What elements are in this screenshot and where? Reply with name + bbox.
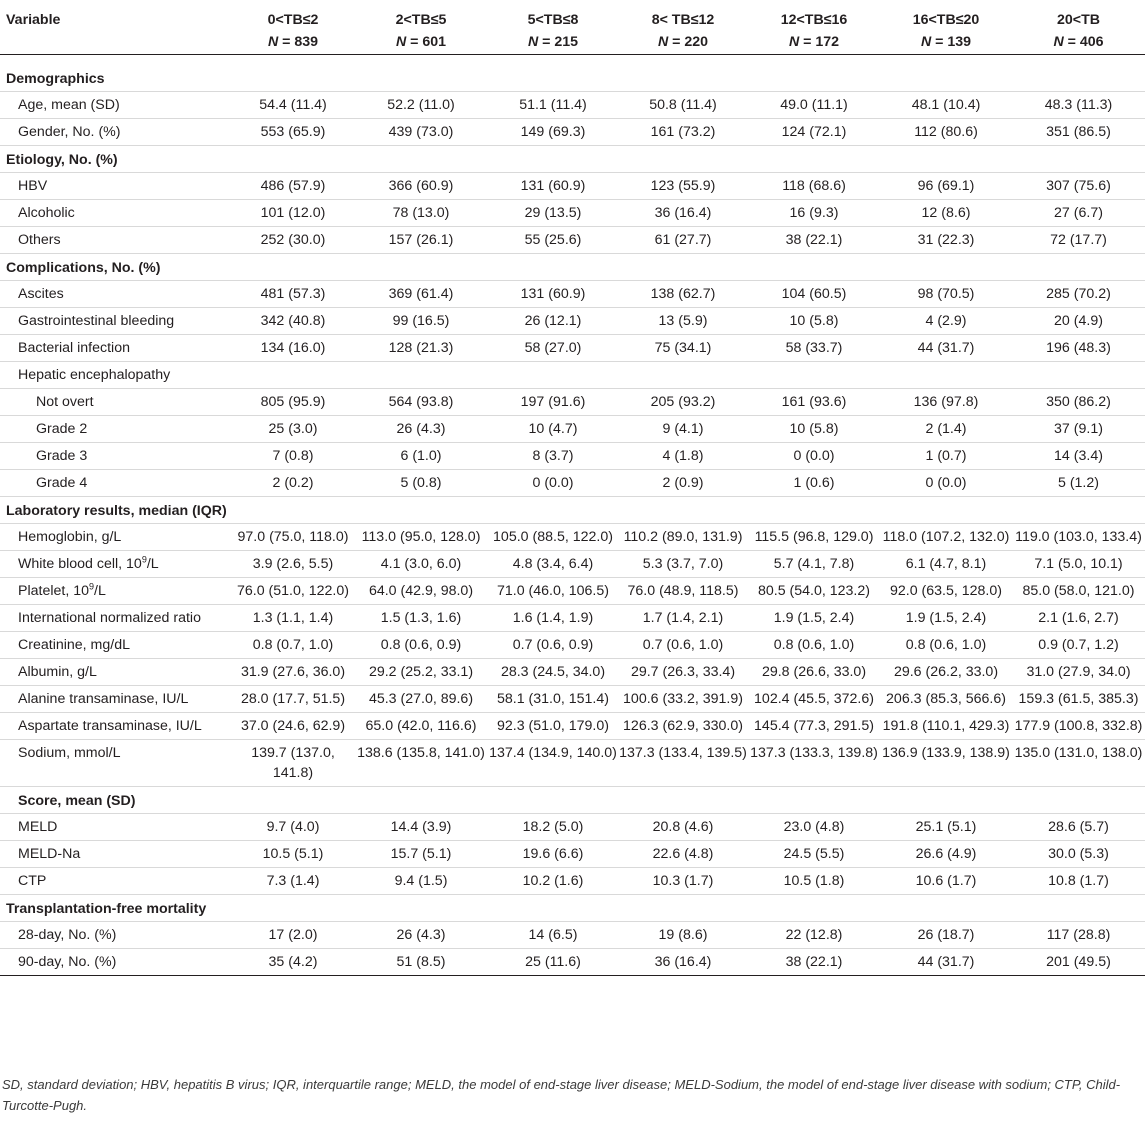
table-cell: 205 (93.2) — [618, 389, 748, 416]
table-cell: 22.6 (4.8) — [618, 841, 748, 868]
column-n: N = 406 — [1012, 32, 1145, 55]
column-n: N = 172 — [748, 32, 880, 55]
table-row — [0, 922, 1145, 949]
row-label: Creatinine, mg/dL — [0, 632, 232, 659]
column-header: 16<TB≤20 — [912, 12, 980, 28]
table-row — [0, 416, 1145, 443]
table-cell: 37.0 (24.6, 62.9) — [232, 713, 354, 740]
section-row — [0, 146, 1145, 173]
table-row — [0, 281, 1145, 308]
row-label: Gender, No. (%) — [0, 119, 232, 146]
row-label: Age, mean (SD) — [0, 92, 232, 119]
table-cell: 123 (55.9) — [618, 173, 748, 200]
column-header: 20<TB — [1057, 12, 1100, 28]
table-row — [0, 949, 1145, 976]
table-cell: 9.4 (1.5) — [354, 868, 488, 895]
table-cell: 138 (62.7) — [618, 281, 748, 308]
column-header: 2<TB≤5 — [395, 12, 447, 28]
table-cell: 101 (12.0) — [232, 200, 354, 227]
table-cell: 58 (33.7) — [748, 335, 880, 362]
table-cell: 27 (6.7) — [1012, 200, 1145, 227]
table-cell: 10.6 (1.7) — [880, 868, 1012, 895]
table-row — [0, 814, 1145, 841]
column-header: 0<TB≤2 — [267, 12, 319, 28]
table-cell: 1 (0.7) — [880, 443, 1012, 470]
row-label: Not overt — [0, 389, 232, 416]
column-header: 12<TB≤16 — [780, 12, 848, 28]
section-heading: Demographics — [0, 55, 1145, 92]
table-cell: 28.3 (24.5, 34.0) — [488, 659, 618, 686]
table-cell: 136 (97.8) — [880, 389, 1012, 416]
table-cell: 1.5 (1.3, 1.6) — [354, 605, 488, 632]
table-row — [0, 868, 1145, 895]
table-cell: 197 (91.6) — [488, 389, 618, 416]
table-cell: 72 (17.7) — [1012, 227, 1145, 254]
n-symbol: N — [527, 34, 539, 50]
table-cell: 10.3 (1.7) — [618, 868, 748, 895]
table-cell: 126.3 (62.9, 330.0) — [618, 713, 748, 740]
header-row — [0, 0, 1145, 32]
table-cell: 6 (1.0) — [354, 443, 488, 470]
row-label: International normalized ratio — [0, 605, 232, 632]
table-cell: 285 (70.2) — [1012, 281, 1145, 308]
table-cell — [488, 362, 618, 389]
table-cell: 307 (75.6) — [1012, 173, 1145, 200]
table-cell: 22 (12.8) — [748, 922, 880, 949]
table-cell: 342 (40.8) — [232, 308, 354, 335]
table-cell: 0.9 (0.7, 1.2) — [1012, 632, 1145, 659]
table-cell: 44 (31.7) — [880, 335, 1012, 362]
table-cell: 14 (6.5) — [488, 922, 618, 949]
row-label: White blood cell, $10^9/L$ — [0, 551, 232, 578]
n-symbol: N — [920, 34, 932, 50]
table-cell: 98 (70.5) — [880, 281, 1012, 308]
table-cell — [880, 362, 1012, 389]
row-label: CTP — [0, 868, 232, 895]
table-cell: 14.4 (3.9) — [354, 814, 488, 841]
column-header: 5<TB≤8 — [527, 12, 579, 28]
table-cell: 119.0 (103.0, 133.4) — [1012, 524, 1145, 551]
table-cell — [748, 362, 880, 389]
table-row — [0, 119, 1145, 146]
table-cell: 38 (22.1) — [748, 227, 880, 254]
row-label: 28-day, No. (%) — [0, 922, 232, 949]
table-cell: 6.1 (4.7, 8.1) — [880, 551, 1012, 578]
table-cell: 252 (30.0) — [232, 227, 354, 254]
table-cell: 105.0 (88.5, 122.0) — [488, 524, 618, 551]
section-heading: Complications, No. (%) — [0, 254, 1145, 281]
table-row — [0, 362, 1145, 389]
table-cell: 24.5 (5.5) — [748, 841, 880, 868]
table-cell: 5 (0.8) — [354, 470, 488, 497]
table-cell: 1.9 (1.5, 2.4) — [880, 605, 1012, 632]
table-cell: 0 (0.0) — [748, 443, 880, 470]
table-cell: 35 (4.2) — [232, 949, 354, 976]
table-cell: 36 (16.4) — [618, 949, 748, 976]
table-cell: 10 (5.8) — [748, 308, 880, 335]
table-row — [0, 92, 1145, 119]
table-cell: 369 (61.4) — [354, 281, 488, 308]
table-cell — [1012, 362, 1145, 389]
row-label: Grade 4 — [0, 470, 232, 497]
section-row — [0, 254, 1145, 281]
table-cell: 28.6 (5.7) — [1012, 814, 1145, 841]
section-heading: Laboratory results, median (IQR) — [0, 497, 1145, 524]
table-cell: 366 (60.9) — [354, 173, 488, 200]
column-n: N = 215 — [488, 32, 618, 55]
row-label: MELD-Na — [0, 841, 232, 868]
column-n: N = 839 — [232, 32, 354, 55]
table-cell: 161 (73.2) — [618, 119, 748, 146]
table-cell: 112 (80.6) — [880, 119, 1012, 146]
table-cell: 10 (5.8) — [748, 416, 880, 443]
table-cell: 65.0 (42.0, 116.6) — [354, 713, 488, 740]
table-row — [0, 470, 1145, 497]
table-cell: 196 (48.3) — [1012, 335, 1145, 362]
table-cell: 50.8 (11.4) — [618, 92, 748, 119]
table-cell: 36 (16.4) — [618, 200, 748, 227]
table-cell — [618, 362, 748, 389]
table-cell: 0.8 (0.7, 1.0) — [232, 632, 354, 659]
table-cell: 206.3 (85.3, 566.6) — [880, 686, 1012, 713]
table-cell: 25 (3.0) — [232, 416, 354, 443]
table-row — [0, 659, 1145, 686]
table-cell: 97.0 (75.0, 118.0) — [232, 524, 354, 551]
table-cell: 48.1 (10.4) — [880, 92, 1012, 119]
table-cell: 55 (25.6) — [488, 227, 618, 254]
table-cell: 17 (2.0) — [232, 922, 354, 949]
table-cell: 76.0 (51.0, 122.0) — [232, 578, 354, 605]
table-cell: 115.5 (96.8, 129.0) — [748, 524, 880, 551]
table-cell — [232, 362, 354, 389]
row-label: Grade 2 — [0, 416, 232, 443]
table-cell: 18.2 (5.0) — [488, 814, 618, 841]
table-cell: 52.2 (11.0) — [354, 92, 488, 119]
table-row — [0, 335, 1145, 362]
table-cell: 19.6 (6.6) — [488, 841, 618, 868]
table-cell: 201 (49.5) — [1012, 949, 1145, 976]
table-cell: 5 (1.2) — [1012, 470, 1145, 497]
table-row — [0, 173, 1145, 200]
table-cell: 481 (57.3) — [232, 281, 354, 308]
row-label: HBV — [0, 173, 232, 200]
table-cell: 38 (22.1) — [748, 949, 880, 976]
row-label: Albumin, g/L — [0, 659, 232, 686]
section-heading: Etiology, No. (%) — [0, 146, 1145, 173]
table-cell: 2 (0.9) — [618, 470, 748, 497]
table-cell: 10.5 (1.8) — [748, 868, 880, 895]
table-cell: 25.1 (5.1) — [880, 814, 1012, 841]
table-cell: 1 (0.6) — [748, 470, 880, 497]
table-cell: 177.9 (100.8, 332.8) — [1012, 713, 1145, 740]
table-cell: 23.0 (4.8) — [748, 814, 880, 841]
section-row — [0, 55, 1145, 92]
table-cell: 92.3 (51.0, 179.0) — [488, 713, 618, 740]
table-cell: 29.2 (25.2, 33.1) — [354, 659, 488, 686]
table-cell: 26 (4.3) — [354, 416, 488, 443]
row-label: Bacterial infection — [0, 335, 232, 362]
table-cell: 30.0 (5.3) — [1012, 841, 1145, 868]
table-cell: 3.9 (2.6, 5.5) — [232, 551, 354, 578]
table-cell: 25 (11.6) — [488, 949, 618, 976]
table-cell: 8 (3.7) — [488, 443, 618, 470]
n-symbol: N — [395, 34, 407, 50]
table-cell: 9 (4.1) — [618, 416, 748, 443]
table-cell: 564 (93.8) — [354, 389, 488, 416]
table-row — [0, 578, 1145, 605]
table-row — [0, 740, 1145, 787]
table-cell: 4.1 (3.0, 6.0) — [354, 551, 488, 578]
table-cell: 102.4 (45.5, 372.6) — [748, 686, 880, 713]
table-cell: 145.4 (77.3, 291.5) — [748, 713, 880, 740]
table-cell: 0.8 (0.6, 1.0) — [748, 632, 880, 659]
table-row — [0, 227, 1145, 254]
table-cell: 10 (4.7) — [488, 416, 618, 443]
table-cell: 1.3 (1.1, 1.4) — [232, 605, 354, 632]
column-n: N = 220 — [618, 32, 748, 55]
table-cell: 439 (73.0) — [354, 119, 488, 146]
table-cell: 7.1 (5.0, 10.1) — [1012, 551, 1145, 578]
table-cell: 1.7 (1.4, 2.1) — [618, 605, 748, 632]
table-cell: 113.0 (95.0, 128.0) — [354, 524, 488, 551]
section-row — [0, 895, 1145, 922]
n-symbol: N — [788, 34, 800, 50]
table-cell: 64.0 (42.9, 98.0) — [354, 578, 488, 605]
table-cell: 13 (5.9) — [618, 308, 748, 335]
table-cell: 131 (60.9) — [488, 173, 618, 200]
table-cell: 54.4 (11.4) — [232, 92, 354, 119]
table-cell: 58 (27.0) — [488, 335, 618, 362]
row-label: Hepatic encephalopathy — [0, 362, 232, 389]
row-label: Sodium, mmol/L — [0, 740, 232, 787]
table-cell: 48.3 (11.3) — [1012, 92, 1145, 119]
table-cell: 131 (60.9) — [488, 281, 618, 308]
row-label: Hemoglobin, g/L — [0, 524, 232, 551]
table-cell: 159.3 (61.5, 385.3) — [1012, 686, 1145, 713]
row-label: Alcoholic — [0, 200, 232, 227]
table-cell: 1.6 (1.4, 1.9) — [488, 605, 618, 632]
table-cell: 45.3 (27.0, 89.6) — [354, 686, 488, 713]
table-cell: 1.9 (1.5, 2.4) — [748, 605, 880, 632]
table-cell: 118.0 (107.2, 132.0) — [880, 524, 1012, 551]
n-symbol: N — [657, 34, 669, 50]
table-cell: 137.4 (134.9, 140.0) — [488, 740, 618, 787]
table-row — [0, 443, 1145, 470]
section-heading: Score, mean (SD) — [0, 787, 1145, 814]
table-cell: 28.0 (17.7, 51.5) — [232, 686, 354, 713]
table-cell: 49.0 (11.1) — [748, 92, 880, 119]
table-cell: 20 (4.9) — [1012, 308, 1145, 335]
table-cell: 139.7 (137.0, 141.8) — [232, 740, 354, 787]
table-cell: 0 (0.0) — [880, 470, 1012, 497]
table-cell: 99 (16.5) — [354, 308, 488, 335]
row-label: Gastrointestinal bleeding — [0, 308, 232, 335]
table-cell: 2 (0.2) — [232, 470, 354, 497]
table-cell: 0.8 (0.6, 0.9) — [354, 632, 488, 659]
table-cell: 2.1 (1.6, 2.7) — [1012, 605, 1145, 632]
table-cell: 136.9 (133.9, 138.9) — [880, 740, 1012, 787]
table-row — [0, 551, 1145, 578]
table-cell: 76.0 (48.9, 118.5) — [618, 578, 748, 605]
table-cell: 31 (22.3) — [880, 227, 1012, 254]
table-cell: 0.8 (0.6, 1.0) — [880, 632, 1012, 659]
table-cell: 29 (13.5) — [488, 200, 618, 227]
variable-header: Variable — [6, 12, 61, 28]
table-cell: 0 (0.0) — [488, 470, 618, 497]
table-row — [0, 605, 1145, 632]
table-cell: 96 (69.1) — [880, 173, 1012, 200]
table-cell: 350 (86.2) — [1012, 389, 1145, 416]
table-cell: 85.0 (58.0, 121.0) — [1012, 578, 1145, 605]
table-cell: 58.1 (31.0, 151.4) — [488, 686, 618, 713]
table-cell: 7.3 (1.4) — [232, 868, 354, 895]
table-cell: 16 (9.3) — [748, 200, 880, 227]
table-cell: 71.0 (46.0, 106.5) — [488, 578, 618, 605]
table-row — [0, 632, 1145, 659]
table-cell: 75 (34.1) — [618, 335, 748, 362]
table-cell: 134 (16.0) — [232, 335, 354, 362]
table-cell: 80.5 (54.0, 123.2) — [748, 578, 880, 605]
table-cell: 104 (60.5) — [748, 281, 880, 308]
table-cell: 26 (4.3) — [354, 922, 488, 949]
row-label: Others — [0, 227, 232, 254]
table-cell: 44 (31.7) — [880, 949, 1012, 976]
table-cell: 15.7 (5.1) — [354, 841, 488, 868]
row-label: Alanine transaminase, IU/L — [0, 686, 232, 713]
n-symbol: N — [267, 34, 279, 50]
table-cell: 61 (27.7) — [618, 227, 748, 254]
header-n-row — [0, 32, 1145, 55]
table-cell: 4.8 (3.4, 6.4) — [488, 551, 618, 578]
section-row — [0, 787, 1145, 814]
table-cell: 51.1 (11.4) — [488, 92, 618, 119]
table-cell: 191.8 (110.1, 429.3) — [880, 713, 1012, 740]
n-symbol: N — [1053, 34, 1064, 50]
table-cell: 12 (8.6) — [880, 200, 1012, 227]
table-row — [0, 686, 1145, 713]
column-n: N = 139 — [880, 32, 1012, 55]
table-row — [0, 389, 1145, 416]
table-cell: 4 (1.8) — [618, 443, 748, 470]
table-cell: 31.9 (27.6, 36.0) — [232, 659, 354, 686]
table-cell: 10.2 (1.6) — [488, 868, 618, 895]
table-cell: 128 (21.3) — [354, 335, 488, 362]
table-cell: 124 (72.1) — [748, 119, 880, 146]
table-cell: 2 (1.4) — [880, 416, 1012, 443]
table-cell: 137.3 (133.3, 139.8) — [748, 740, 880, 787]
table-cell: 805 (95.9) — [232, 389, 354, 416]
section-heading: Transplantation-free mortality — [0, 895, 1145, 922]
table-cell: 19 (8.6) — [618, 922, 748, 949]
table-cell: 10.5 (5.1) — [232, 841, 354, 868]
table-cell: 26 (18.7) — [880, 922, 1012, 949]
table-cell — [354, 362, 488, 389]
table-cell: 92.0 (63.5, 128.0) — [880, 578, 1012, 605]
table-cell: 26.6 (4.9) — [880, 841, 1012, 868]
table-cell: 149 (69.3) — [488, 119, 618, 146]
table-row — [0, 308, 1145, 335]
row-label: Platelet, $10^9/L$ — [0, 578, 232, 605]
section-row — [0, 497, 1145, 524]
table-cell: 135.0 (131.0, 138.0) — [1012, 740, 1145, 787]
table-cell: 29.8 (26.6, 33.0) — [748, 659, 880, 686]
row-label: Grade 3 — [0, 443, 232, 470]
table-body — [0, 55, 1145, 976]
table-cell: 5.3 (3.7, 7.0) — [618, 551, 748, 578]
table-cell: 351 (86.5) — [1012, 119, 1145, 146]
table-footnote: SD, standard deviation; HBV, hepatitis B virus; IQR, interquartile range; MELD, the model of end-stage liver disease; MELD-Sodium, the model of end-stage liver disease with sodium; CTP, Child-Turcotte-Pugh. — [2, 1077, 1121, 1113]
table-cell: 37 (9.1) — [1012, 416, 1145, 443]
table-cell: 9.7 (4.0) — [232, 814, 354, 841]
table-cell: 118 (68.6) — [748, 173, 880, 200]
table-cell: 4 (2.9) — [880, 308, 1012, 335]
table-cell: 29.7 (26.3, 33.4) — [618, 659, 748, 686]
row-label: Ascites — [0, 281, 232, 308]
table-cell: 0.7 (0.6, 1.0) — [618, 632, 748, 659]
table-row — [0, 713, 1145, 740]
table-cell: 0.7 (0.6, 0.9) — [488, 632, 618, 659]
table-cell: 138.6 (135.8, 141.0) — [354, 740, 488, 787]
column-header: 8< TB≤12 — [651, 12, 715, 28]
table-cell: 157 (26.1) — [354, 227, 488, 254]
column-n: N = 601 — [354, 32, 488, 55]
table-cell: 31.0 (27.9, 34.0) — [1012, 659, 1145, 686]
table-row — [0, 524, 1145, 551]
row-label: Aspartate transaminase, IU/L — [0, 713, 232, 740]
table-cell: 7 (0.8) — [232, 443, 354, 470]
table-cell: 20.8 (4.6) — [618, 814, 748, 841]
table-row — [0, 841, 1145, 868]
table-cell: 5.7 (4.1, 7.8) — [748, 551, 880, 578]
table-cell: 553 (65.9) — [232, 119, 354, 146]
table-cell: 10.8 (1.7) — [1012, 868, 1145, 895]
table-cell: 137.3 (133.4, 139.5) — [618, 740, 748, 787]
table-cell: 117 (28.8) — [1012, 922, 1145, 949]
row-label: 90-day, No. (%) — [0, 949, 232, 976]
table-cell: 51 (8.5) — [354, 949, 488, 976]
row-label: MELD — [0, 814, 232, 841]
table-cell: 14 (3.4) — [1012, 443, 1145, 470]
table-row — [0, 200, 1145, 227]
table-cell: 29.6 (26.2, 33.0) — [880, 659, 1012, 686]
table-cell: 78 (13.0) — [354, 200, 488, 227]
table-cell: 26 (12.1) — [488, 308, 618, 335]
table-cell: 110.2 (89.0, 131.9) — [618, 524, 748, 551]
table-cell: 100.6 (33.2, 391.9) — [618, 686, 748, 713]
table-cell: 161 (93.6) — [748, 389, 880, 416]
table-cell: 486 (57.9) — [232, 173, 354, 200]
